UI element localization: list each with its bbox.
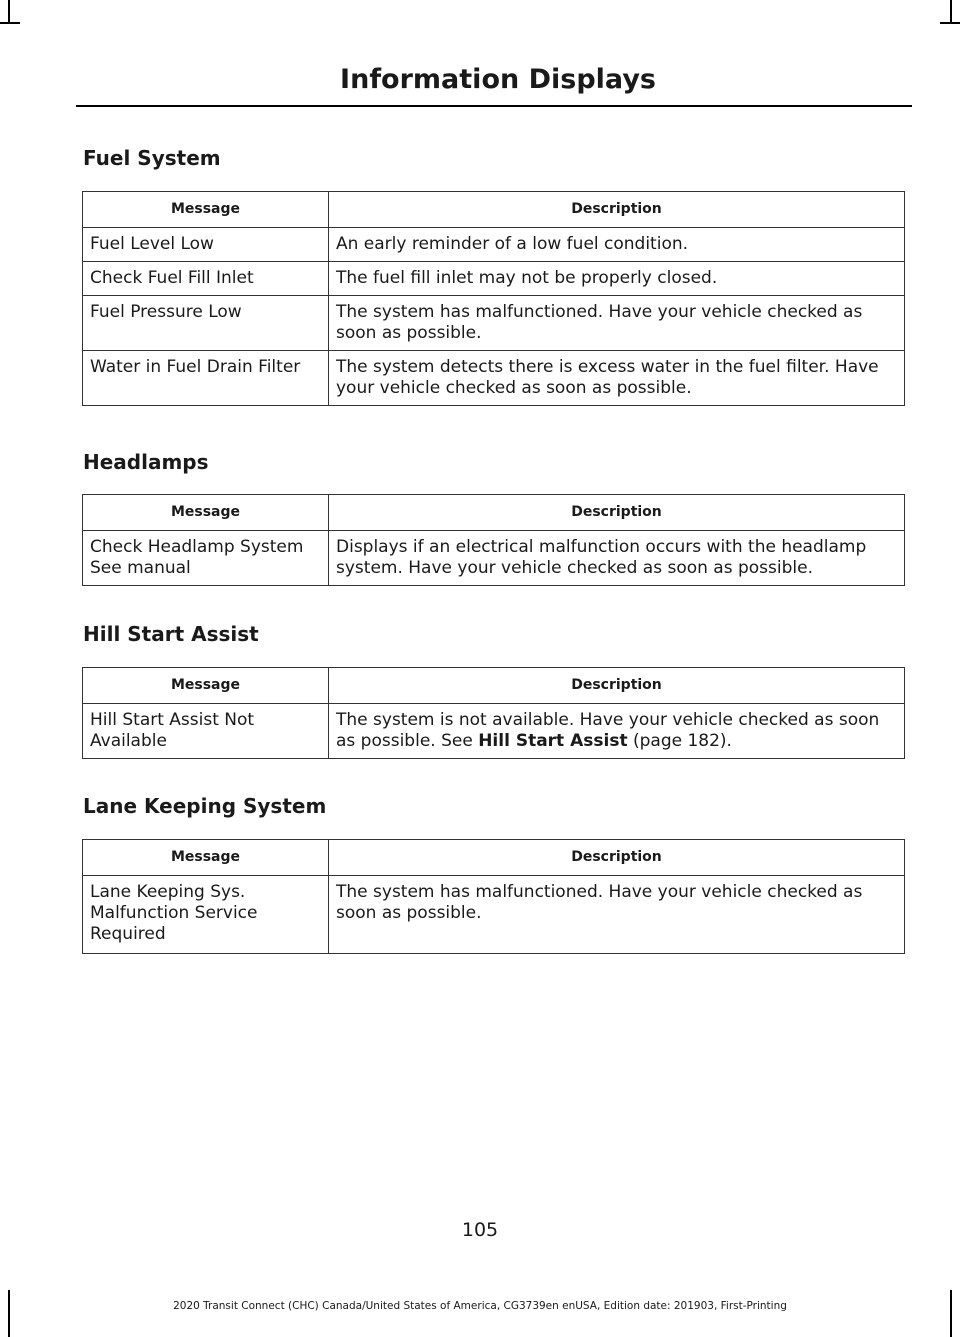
cross-reference-link[interactable]: Hill Start Assist [478,731,628,751]
table-row [83,704,905,759]
section-title-headlamps: Headlamps [83,450,209,474]
description-cell: An early reminder of a low fuel condition. [329,228,905,262]
description-cell: The system has malfunctioned. Have your vehicle checked as soon as possible. [329,876,905,954]
table-row [83,296,905,351]
message-cell: Water in Fuel Drain Filter [83,351,329,406]
crop-mark [0,22,20,24]
crop-mark [940,22,960,24]
table-header-row [83,668,905,704]
fuel-system-table [82,191,905,406]
header-divider [76,105,912,107]
table-row [83,351,905,406]
message-cell: Hill Start Assist Not Available [83,704,329,759]
table-header-row [83,495,905,531]
message-column-header: Message [83,495,329,531]
crop-mark [8,0,10,24]
headlamps-table [82,494,905,586]
description-column-header: Description [329,192,905,228]
description-cell: The system detects there is excess water in the fuel filter. Have your vehicle checked as soon as possible. [329,351,905,406]
message-cell: Check Headlamp System See manual [83,531,329,586]
message-column-header: Message [83,840,329,876]
message-column-header: Message [83,192,329,228]
description-cell [329,704,905,759]
crop-mark [950,0,952,24]
page-reference: (page 182). [632,731,732,751]
crop-mark [8,1290,10,1337]
description-text: The system is not available. Have your vehicle checked as soon as possible. See [336,710,880,751]
section-title-fuel-system: Fuel System [83,146,221,170]
description-cell: The system has malfunctioned. Have your vehicle checked as soon as possible. [329,296,905,351]
section-title-hill-start-assist: Hill Start Assist [83,622,259,646]
description-column-header: Description [329,668,905,704]
table-row [83,531,905,586]
section-title-lane-keeping-system: Lane Keeping System [83,794,327,818]
description-cell: The fuel fill inlet may not be properly closed. [329,262,905,296]
message-cell: Check Fuel Fill Inlet [83,262,329,296]
table-header-row [83,840,905,876]
message-cell: Lane Keeping Sys. Malfunction Service Required [83,876,329,954]
description-column-header: Description [329,840,905,876]
edition-footer: 2020 Transit Connect (CHC) Canada/United States of America, CG3739en enUSA, Edition date: 201903, First-Printing [173,1300,787,1312]
hill-start-assist-table [82,667,905,759]
description-column-header: Description [329,495,905,531]
table-row [83,876,905,954]
message-cell: Fuel Pressure Low [83,296,329,351]
description-cell: Displays if an electrical malfunction occurs with the headlamp system. Have your vehicle checked as soon as possible. [329,531,905,586]
page-number: 105 [461,1219,499,1241]
page-title: Information Displays [340,64,656,95]
table-header-row [83,192,905,228]
lane-keeping-system-table [82,839,905,954]
table-row [83,228,905,262]
message-column-header: Message [83,668,329,704]
table-row [83,262,905,296]
message-cell: Fuel Level Low [83,228,329,262]
crop-mark [950,1290,952,1337]
